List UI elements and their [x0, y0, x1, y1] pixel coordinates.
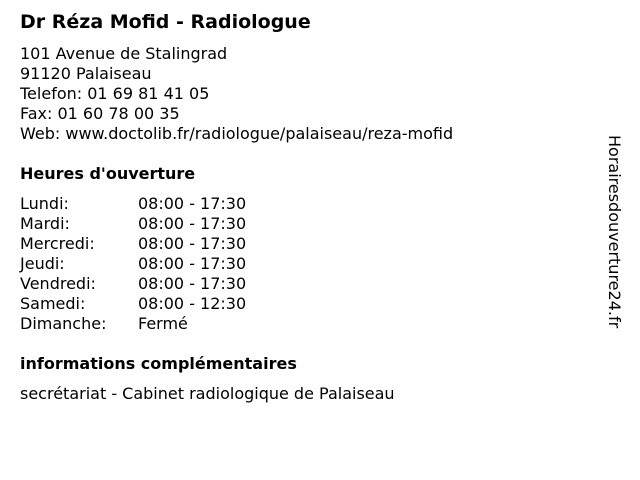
hours-row-sunday	[20, 314, 320, 334]
contact-block	[20, 44, 453, 144]
website: Web: www.doctolib.fr/radiologue/palaiseau/reza-mofid	[20, 124, 454, 143]
site-watermark: Horairesdouverture24.fr	[605, 135, 624, 329]
day-label: Jeudi:	[20, 254, 65, 273]
day-label: Mardi:	[20, 214, 70, 233]
day-label: Samedi:	[20, 294, 86, 313]
hours-row-tuesday	[20, 214, 320, 234]
fax-number: Fax: 01 60 78 00 35	[20, 104, 180, 123]
hours-row-thursday	[20, 254, 320, 274]
phone-number: Telefon: 01 69 81 41 05	[20, 84, 210, 103]
time-value: 08:00 - 17:30	[138, 234, 247, 253]
time-value: 08:00 - 17:30	[138, 214, 247, 233]
additional-info-heading: informations complémentaires	[20, 354, 297, 373]
day-label: Dimanche:	[20, 314, 107, 333]
hours-row-friday	[20, 274, 320, 294]
street-address: 101 Avenue de Stalingrad	[20, 44, 228, 63]
time-value: 08:00 - 17:30	[138, 194, 247, 213]
opening-hours-heading: Heures d'ouverture	[20, 164, 196, 183]
additional-info-text: secrétariat - Cabinet radiologique de Palaiseau	[20, 384, 395, 403]
time-value: 08:00 - 12:30	[138, 294, 247, 313]
time-value: Fermé	[138, 314, 188, 333]
page-title: Dr Réza Mofid - Radiologue	[20, 11, 311, 33]
opening-hours-table	[20, 194, 320, 334]
hours-row-monday	[20, 194, 320, 214]
hours-row-saturday	[20, 294, 320, 314]
time-value: 08:00 - 17:30	[138, 254, 247, 273]
day-label: Mercredi:	[20, 234, 95, 253]
time-value: 08:00 - 17:30	[138, 274, 247, 293]
city-postcode: 91120 Palaiseau	[20, 64, 152, 83]
day-label: Lundi:	[20, 194, 69, 213]
hours-row-wednesday	[20, 234, 320, 254]
day-label: Vendredi:	[20, 274, 96, 293]
